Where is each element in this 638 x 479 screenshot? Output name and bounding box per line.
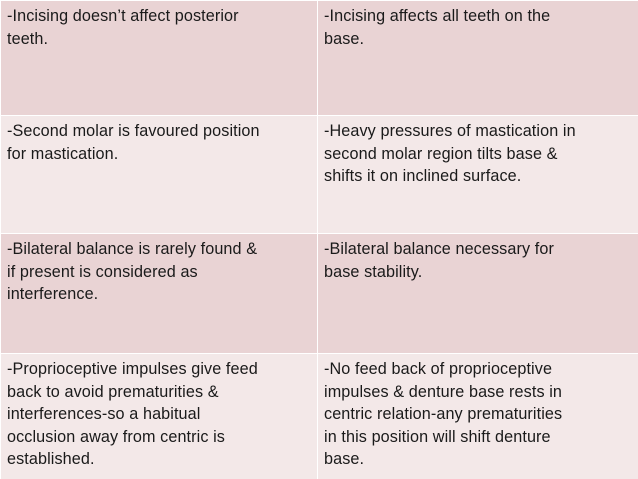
table-row	[1, 1, 638, 116]
table-cell-right	[318, 1, 638, 116]
table-cell-right	[318, 354, 638, 479]
table-cell-right	[318, 116, 638, 234]
cell-text: -Bilateral balance is rarely found & if present is considered as interference.	[7, 240, 258, 303]
cell-text: -Proprioceptive impulses give feed back to avoid prematurities & interferences-so a habitual occlusion away from centric is established.	[7, 360, 258, 468]
cell-text: -Heavy pressures of mastication in second molar region tilts base & shifts it on inclined surface.	[324, 122, 576, 185]
table-cell-left	[1, 354, 318, 479]
cell-text: -Second molar is favoured position for mastication.	[7, 122, 260, 163]
table-cell-left	[1, 234, 318, 354]
table-row	[1, 116, 638, 234]
table-cell-left	[1, 1, 318, 116]
cell-text: -No feed back of proprioceptive impulses & denture base rests in centric relation-any prematurities in this position will shift denture base.	[324, 360, 563, 468]
table-row	[1, 234, 638, 354]
table-row	[1, 354, 638, 479]
table-cell-right	[318, 234, 638, 354]
cell-text: -Incising affects all teeth on the base.	[324, 7, 551, 48]
cell-text: -Bilateral balance necessary for base stability.	[324, 240, 554, 281]
table-cell-left	[1, 116, 318, 234]
cell-text: -Incising doesn’t affect posterior teeth.	[7, 7, 239, 48]
